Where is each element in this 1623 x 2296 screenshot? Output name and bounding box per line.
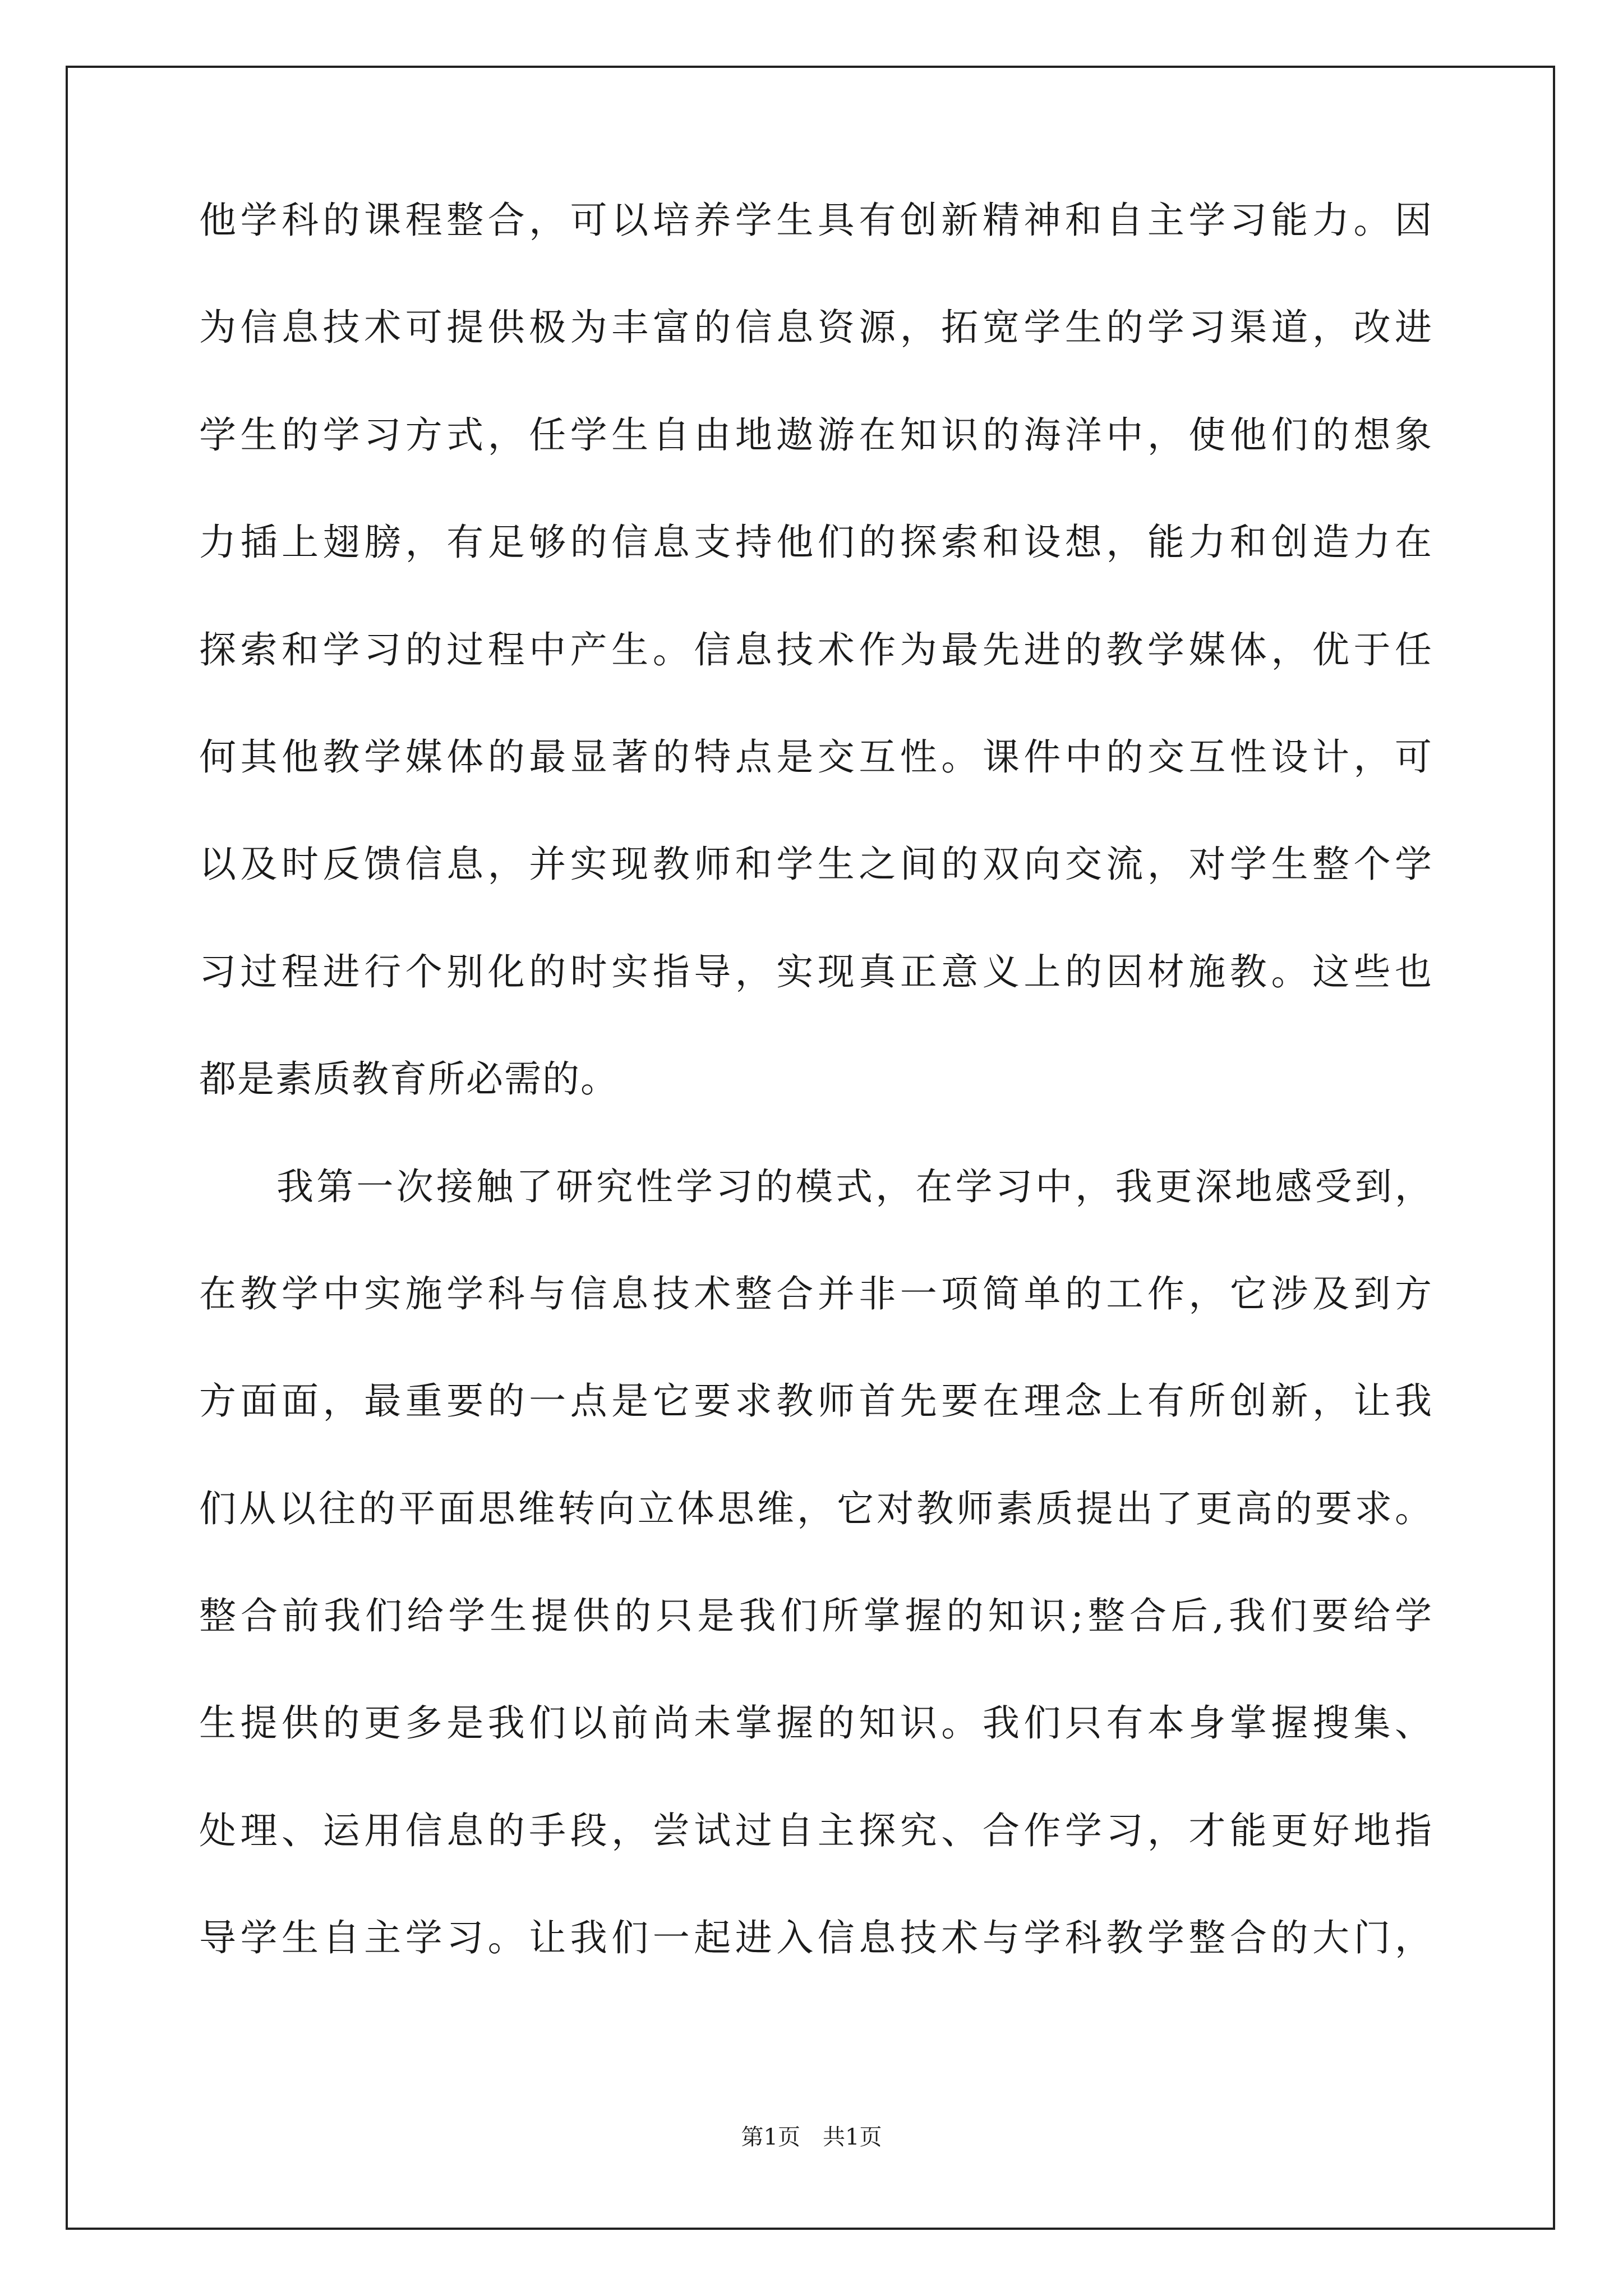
paragraph-1-line-9: 都是素质教育所必需的。 <box>199 1057 619 1101</box>
paragraph-2-line-8: 导学生自主学习。让我们一起进入信息技术与学科教学整合的大门， <box>199 1916 1433 1960</box>
paragraph-1-line-8: 习过程进行个别化的时实指导，实现真正意义上的因材施教。这些也 <box>199 950 1433 993</box>
paragraph-1-line-6: 何其他教学媒体的最显著的特点是交互性。课件中的交互性设计，可 <box>199 735 1433 779</box>
paragraph-1-line-1: 他学科的课程整合，可以培养学生具有创新精神和自主学习能力。因 <box>199 199 1433 242</box>
paragraph-2-line-1: 我第一次接触了研究性学习的模式，在学习中，我更深地感受到， <box>276 1165 1433 1208</box>
paragraph-1-line-5: 探索和学习的过程中产生。信息技术作为最先进的教学媒体，优于任 <box>199 628 1433 671</box>
paragraph-1-line-4: 力插上翅膀，有足够的信息支持他们的探索和设想，能力和创造力在 <box>199 521 1433 564</box>
paragraph-2-line-4: 们从以往的平面思维转向立体思维，它对教师素质提出了更高的要求。 <box>199 1487 1433 1530</box>
paragraph-2-line-5: 整合前我们给学生提供的只是我们所掌握的知识;整合后,我们要给学 <box>199 1594 1433 1638</box>
paragraph-1-line-7: 以及时反馈信息，并实现教师和学生之间的双向交流，对学生整个学 <box>199 843 1433 886</box>
paragraph-1-line-3: 学生的学习方式，任学生自由地遨游在知识的海洋中，使他们的想象 <box>199 413 1433 457</box>
paragraph-2-line-3: 方面面，最重要的一点是它要求教师首先要在理念上有所创新，让我 <box>199 1379 1433 1423</box>
paragraph-1-line-2: 为信息技术可提供极为丰富的信息资源，拓宽学生的学习渠道，改进 <box>199 306 1433 349</box>
paragraph-2-line-6: 生提供的更多是我们以前尚未掌握的知识。我们只有本身掌握搜集、 <box>199 1701 1433 1745</box>
paragraph-2-line-2: 在教学中实施学科与信息技术整合并非一项简单的工作，它涉及到方 <box>199 1272 1433 1315</box>
paragraph-2-line-7: 处理、运用信息的手段，尝试过自主探究、合作学习，才能更好地指 <box>199 1809 1433 1852</box>
page-number-footer: 第1页 共1页 <box>741 2124 882 2150</box>
document-body <box>199 199 1433 2027</box>
